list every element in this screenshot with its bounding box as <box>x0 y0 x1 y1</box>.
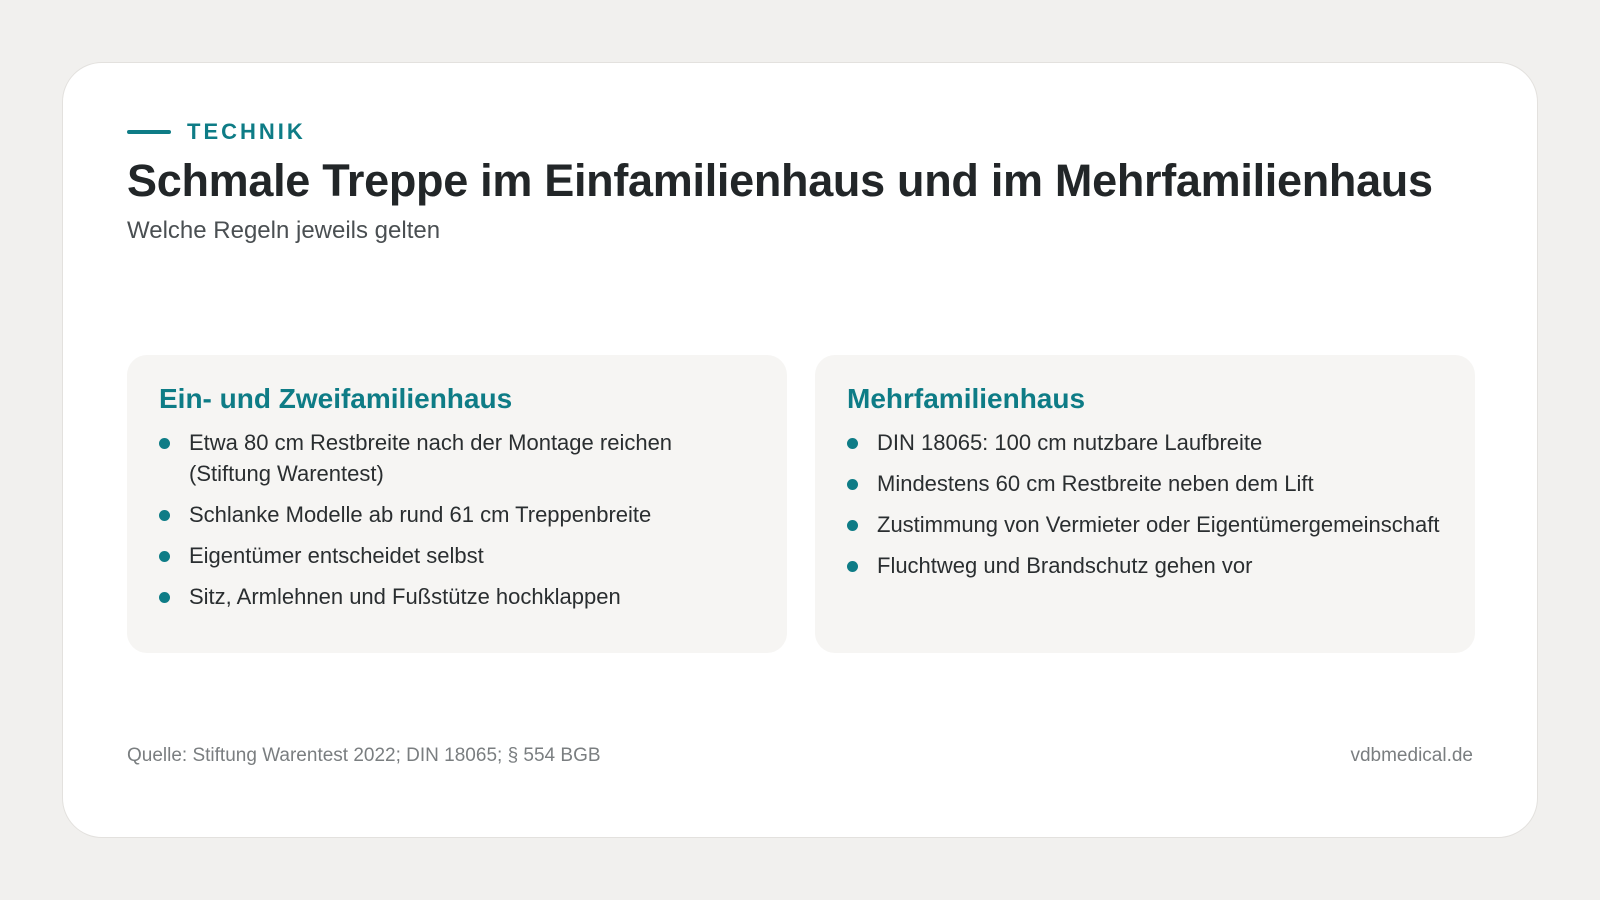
bullet-dot-icon <box>159 438 170 449</box>
list-item <box>159 540 755 571</box>
eyebrow-label: TECHNIK <box>187 119 306 144</box>
panel-single-family <box>127 355 787 653</box>
bullet-dot-icon <box>159 592 170 603</box>
list-item-text: Sitz, Armlehnen und Fußstütze hochklappen <box>189 584 621 609</box>
list-item <box>847 468 1443 499</box>
list-item <box>847 509 1443 540</box>
page-subtitle: Welche Regeln jeweils gelten <box>127 217 441 244</box>
list-item-text: Etwa 80 cm Restbreite nach der Montage reichen (Stiftung Warentest) <box>189 430 673 486</box>
list-item-text: Zustimmung von Vermieter oder Eigentümergemeinschaft <box>877 512 1440 537</box>
list-item-text: Schlanke Modelle ab rund 61 cm Treppenbreite <box>189 502 652 527</box>
list-item-text: Fluchtweg und Brandschutz gehen vor <box>877 553 1253 578</box>
bullet-dot-icon <box>159 510 170 521</box>
panel-heading: Mehrfamilienhaus <box>847 383 1086 414</box>
list-item-text: DIN 18065: 100 cm nutzbare Laufbreite <box>877 430 1263 455</box>
bullet-dot-icon <box>159 551 170 562</box>
bullet-dot-icon <box>847 438 858 449</box>
info-card <box>62 62 1538 838</box>
source-note: Quelle: Stiftung Warentest 2022; DIN 18065; § 554 BGB <box>127 745 601 766</box>
bullet-dot-icon <box>847 520 858 531</box>
bullet-dot-icon <box>847 479 858 490</box>
bullet-dot-icon <box>847 561 858 572</box>
rule-list <box>847 427 1443 581</box>
list-item <box>847 427 1443 458</box>
list-item-text: Mindestens 60 cm Restbreite neben dem Lift <box>877 471 1314 496</box>
rule-list <box>159 427 755 612</box>
list-item <box>847 550 1443 581</box>
panel-heading: Ein- und Zweifamilienhaus <box>159 383 513 414</box>
page-title: Schmale Treppe im Einfamilienhaus und im Mehrfamilienhaus <box>127 155 1433 206</box>
panel-multi-family <box>815 355 1475 653</box>
brand-label: vdbmedical.de <box>1350 745 1473 766</box>
list-item <box>159 581 755 612</box>
list-item <box>159 427 755 489</box>
eyebrow-line <box>127 130 171 134</box>
list-item <box>159 499 755 530</box>
list-item-text: Eigentümer entscheidet selbst <box>189 543 484 568</box>
eyebrow <box>127 119 306 145</box>
